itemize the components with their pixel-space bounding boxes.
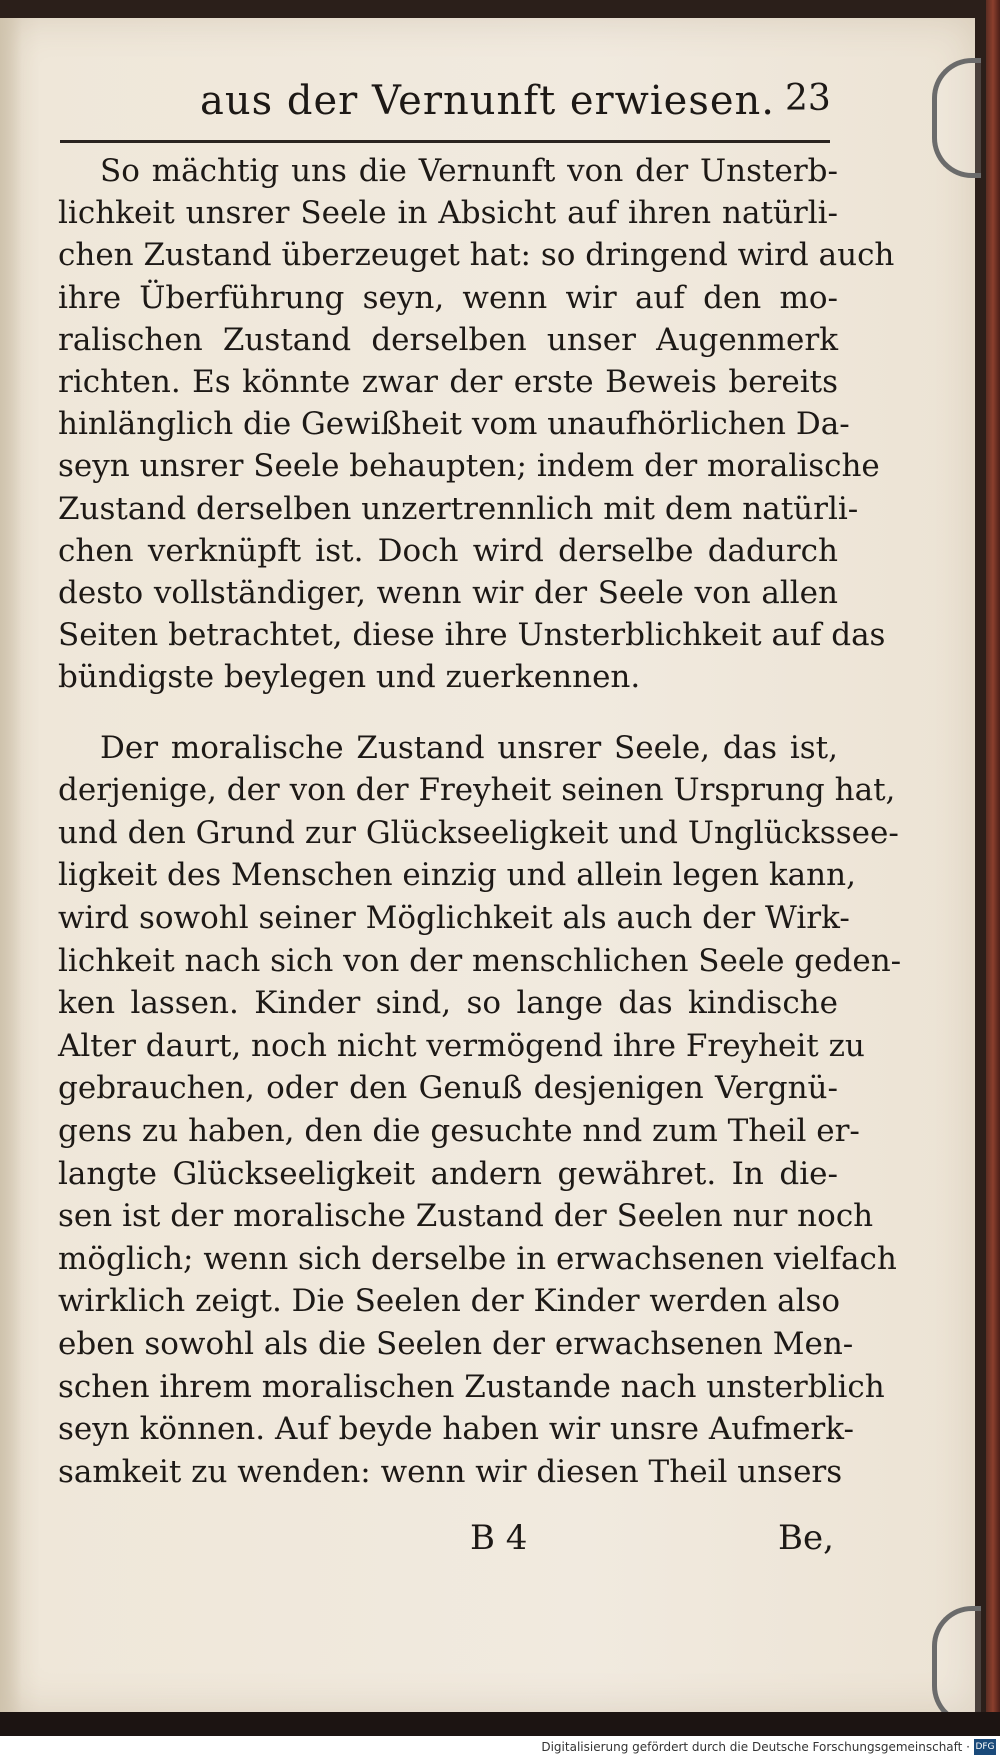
text-line: gens zu haben, den die gesuchte nnd zum Theil er- xyxy=(58,1112,860,1149)
text-line: chen verknüpft ist. Doch wird derselbe dadurch xyxy=(58,532,838,569)
text-line: Alter daurt, noch nicht vermögend ihre Freyheit zu xyxy=(58,1027,865,1064)
text-line: eben sowohl als die Seelen der erwachsenen Men- xyxy=(58,1325,854,1362)
dfg-logo: DFG xyxy=(974,1739,996,1755)
paragraph-2 xyxy=(58,727,902,1494)
text-line: ihre Überführung seyn, wenn wir auf den mo- xyxy=(58,279,838,316)
page-gutter-shadow xyxy=(0,18,22,1712)
text-line: seyn unsrer Seele behaupten; indem der moralische xyxy=(58,448,880,485)
text-line: Der moralische Zustand unsrer Seele, das ist, xyxy=(100,729,838,766)
text-line: hinlänglich die Gewißheit vom unaufhörlichen Da- xyxy=(58,406,850,443)
text-line: langte Glückseeligkeit andern gewähret. In die- xyxy=(58,1155,838,1192)
body-text xyxy=(58,150,902,1493)
book-binding-edge xyxy=(986,0,1000,1720)
digitization-footer xyxy=(0,1736,1000,1760)
scan-bottom-band xyxy=(0,1712,1000,1736)
text-line: ralischen Zustand derselben unser Augenmerk xyxy=(58,321,838,358)
catchword: Be, xyxy=(778,1518,834,1558)
text-line: So mächtig uns die Vernunft von der Unsterb- xyxy=(100,153,838,189)
text-line: chen Zustand überzeuget hat: so dringend wird auch xyxy=(58,237,895,274)
text-line: wird sowohl seiner Möglichkeit als auch der Wirk- xyxy=(58,900,850,937)
text-line: derjenige, der von der Freyheit seinen Ursprung hat, xyxy=(58,772,896,809)
digitization-credit: Digitalisierung gefördert durch die Deutsche Forschungsgemeinschaft · xyxy=(541,1740,970,1754)
text-line: desto vollständiger, wenn wir der Seele von allen xyxy=(58,575,838,612)
text-line: möglich; wenn sich derselbe in erwachsenen vielfach xyxy=(58,1240,897,1277)
text-line: ken lassen. Kinder sind, so lange das kindische xyxy=(58,985,838,1022)
running-head: aus der Vernunft erwiesen. xyxy=(200,78,776,124)
text-line: Seiten betrachtet, diese ihre Unsterblichkeit auf das xyxy=(58,617,886,654)
text-line: gebrauchen, oder den Genuß desjenigen Vergnü- xyxy=(58,1070,838,1107)
header-rule xyxy=(60,140,830,143)
text-line: schen ihrem moralischen Zustande nach unsterblich xyxy=(58,1368,885,1405)
text-line: samkeit zu wenden: wenn wir diesen Theil unsers xyxy=(58,1453,843,1490)
text-line: bündigste beylegen und zuerkennen. xyxy=(58,659,641,696)
text-line: sen ist der moralische Zustand der Seelen nur noch xyxy=(58,1198,874,1235)
text-line: lichkeit nach sich von der menschlichen Seele geden- xyxy=(58,942,902,979)
text-line: Zustand derselben unzertrennlich mit dem natürli- xyxy=(58,490,859,527)
page-clip-bottom xyxy=(932,1606,981,1726)
page-number: 23 xyxy=(785,78,831,119)
paragraph-1 xyxy=(58,150,895,699)
page-clip-top xyxy=(932,58,981,178)
text-line: wirklich zeigt. Die Seelen der Kinder werden also xyxy=(58,1283,841,1320)
text-line: richten. Es könnte zwar der erste Beweis bereits xyxy=(58,364,838,401)
text-line: und den Grund zur Glückseeligkeit und Unglückssee- xyxy=(58,814,899,851)
signature-mark: B 4 xyxy=(470,1518,528,1558)
text-line: ligkeit des Menschen einzig und allein legen kann, xyxy=(58,857,856,894)
text-line: seyn können. Auf beyde haben wir unsre Aufmerk- xyxy=(58,1411,854,1448)
text-line: lichkeit unsrer Seele in Absicht auf ihren natürli- xyxy=(58,195,838,232)
